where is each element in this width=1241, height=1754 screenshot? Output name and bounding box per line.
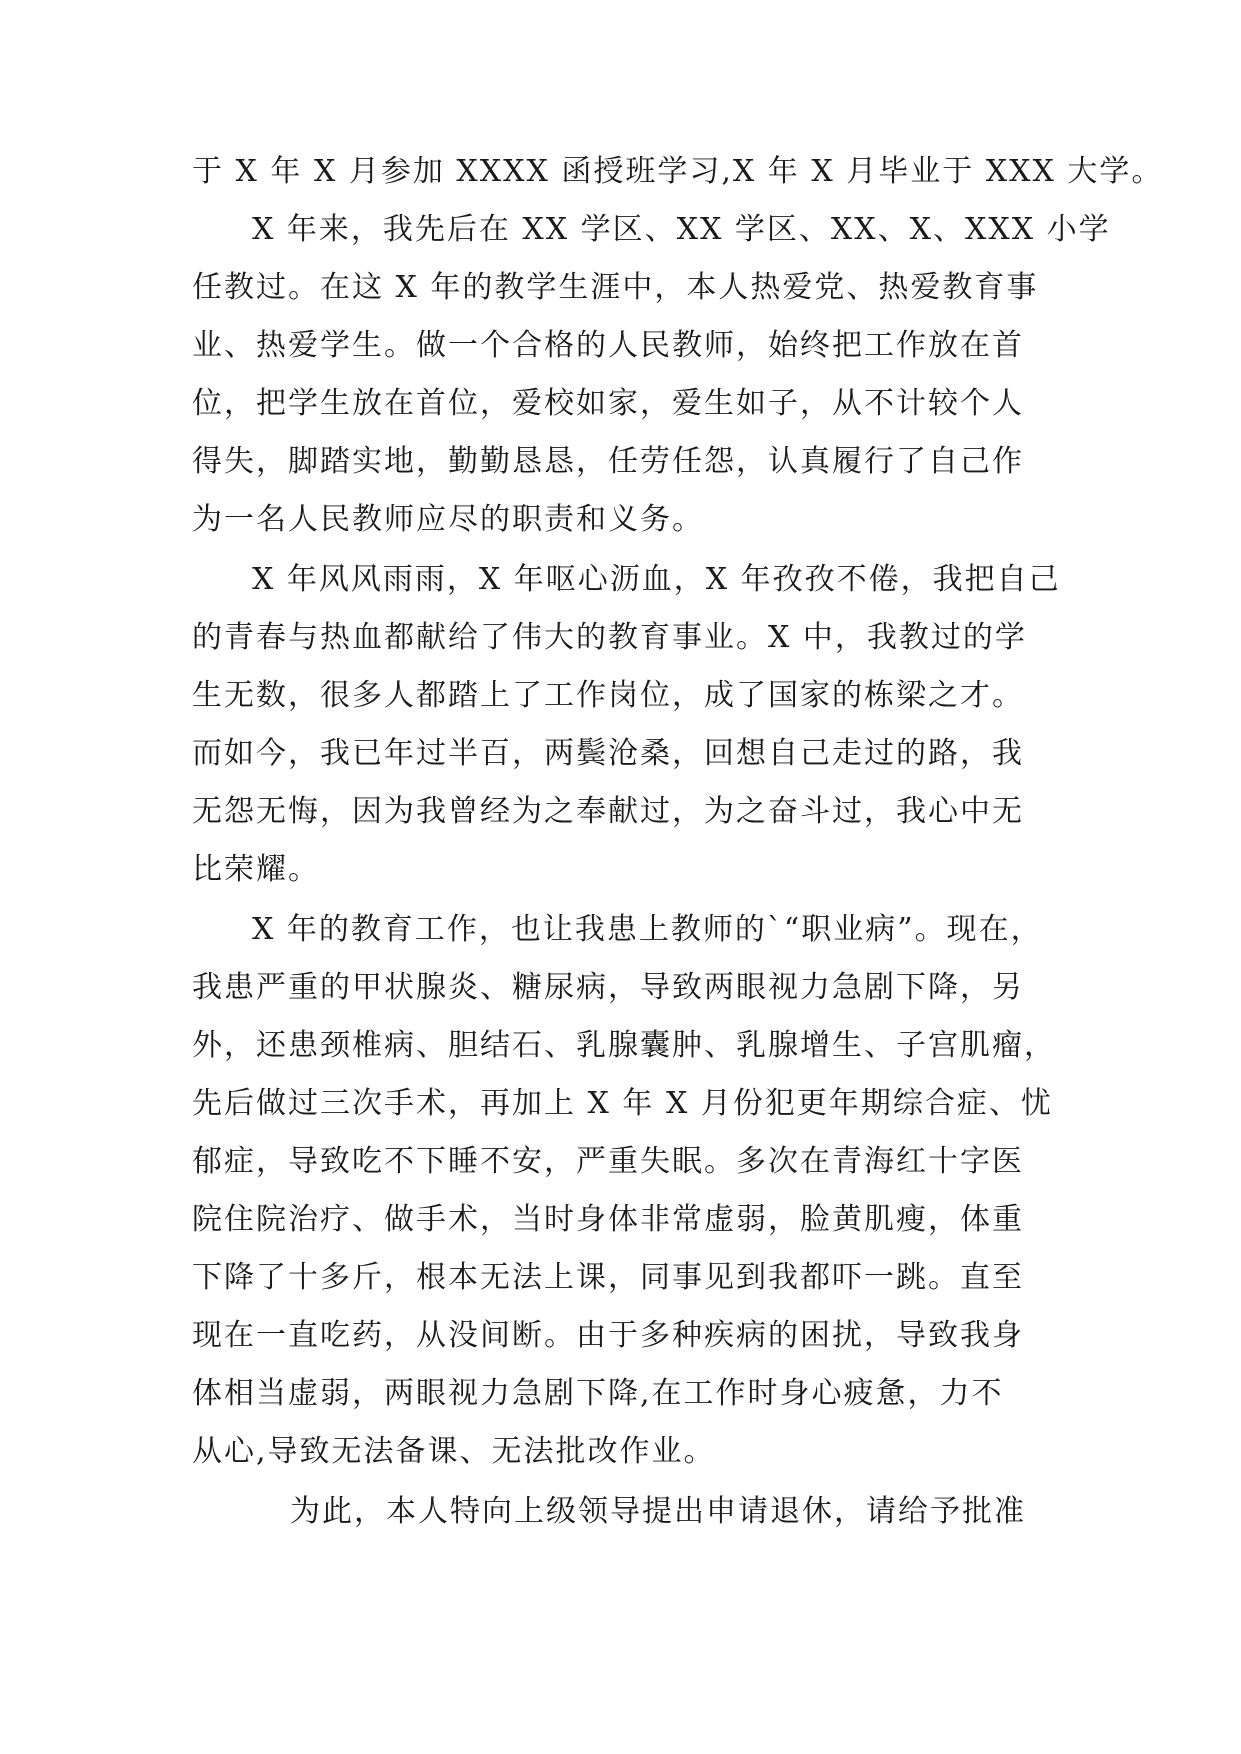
paragraph-start-line: X 年来，我先后在 XX 学区、XX 学区、XX、X、XXX 小学 xyxy=(252,212,1111,247)
text-line: 于 X 年 X 月参加 XXXX 函授班学习,X 年 X 月毕业于 XXX 大学。 xyxy=(192,154,1164,189)
text-line: 先后做过三次手术，再加上 X 年 X 月份犯更年期综合症、忧 xyxy=(192,1086,1053,1121)
text-line: 业、热爱学生。做一个合格的人民教师，始终把工作放在首 xyxy=(192,328,1024,363)
text-line: 从心,导致无法备课、无法批改作业。 xyxy=(192,1434,716,1469)
text-line: 的青春与热血都献给了伟大的教育事业。X 中，我教过的学 xyxy=(192,620,1027,655)
paragraph-start-line: X 年的教育工作，也让我患上教师的`“职业病”。现在， xyxy=(252,912,1043,947)
text-line: 而如今，我已年过半百，两鬓沧桑，回想自己走过的路，我 xyxy=(192,736,1024,771)
text-line: 郁症，导致吃不下睡不安，严重失眠。多次在青海红十字医 xyxy=(192,1144,1024,1179)
text-line: 我患严重的甲状腺炎、糖尿病，导致两眼视力急剧下降，另 xyxy=(192,970,1024,1005)
text-line: 外，还患颈椎病、胆结石、乳腺囊肿、乳腺增生、子宫肌瘤， xyxy=(192,1028,1056,1063)
paragraph-start-line: 为此，本人特向上级领导提出申请退休，请给予批准 xyxy=(290,1494,1026,1529)
text-line: 位，把学生放在首位，爱校如家，爱生如子，从不计较个人 xyxy=(192,386,1024,421)
text-line: 体相当虚弱，两眼视力急剧下降,在工作时身心疲惫，力不 xyxy=(192,1376,1004,1411)
text-line: 为一名人民教师应尽的职责和义务。 xyxy=(192,502,704,537)
text-line: 比荣耀。 xyxy=(192,852,320,887)
text-line: 无怨无悔，因为我曾经为之奉献过，为之奋斗过，我心中无 xyxy=(192,794,1024,829)
text-line: 院住院治疗、做手术，当时身体非常虚弱，脸黄肌瘦，体重 xyxy=(192,1202,1024,1237)
text-line: 现在一直吃药，从没间断。由于多种疾病的困扰，导致我身 xyxy=(192,1318,1024,1353)
text-line: 生无数，很多人都踏上了工作岗位，成了国家的栋梁之才。 xyxy=(192,678,1024,713)
text-line: 得失，脚踏实地，勤勤恳恳，任劳任怨，认真履行了自己作 xyxy=(192,444,1024,479)
text-line: 任教过。在这 X 年的教学生涯中，本人热爱党、热爱教育事 xyxy=(192,270,1039,305)
paragraph-start-line: X 年风风雨雨，X 年呕心沥血，X 年孜孜不倦，我把自己 xyxy=(252,562,1061,597)
text-line: 下降了十多斤，根本无法上课，同事见到我都吓一跳。直至 xyxy=(192,1260,1024,1295)
